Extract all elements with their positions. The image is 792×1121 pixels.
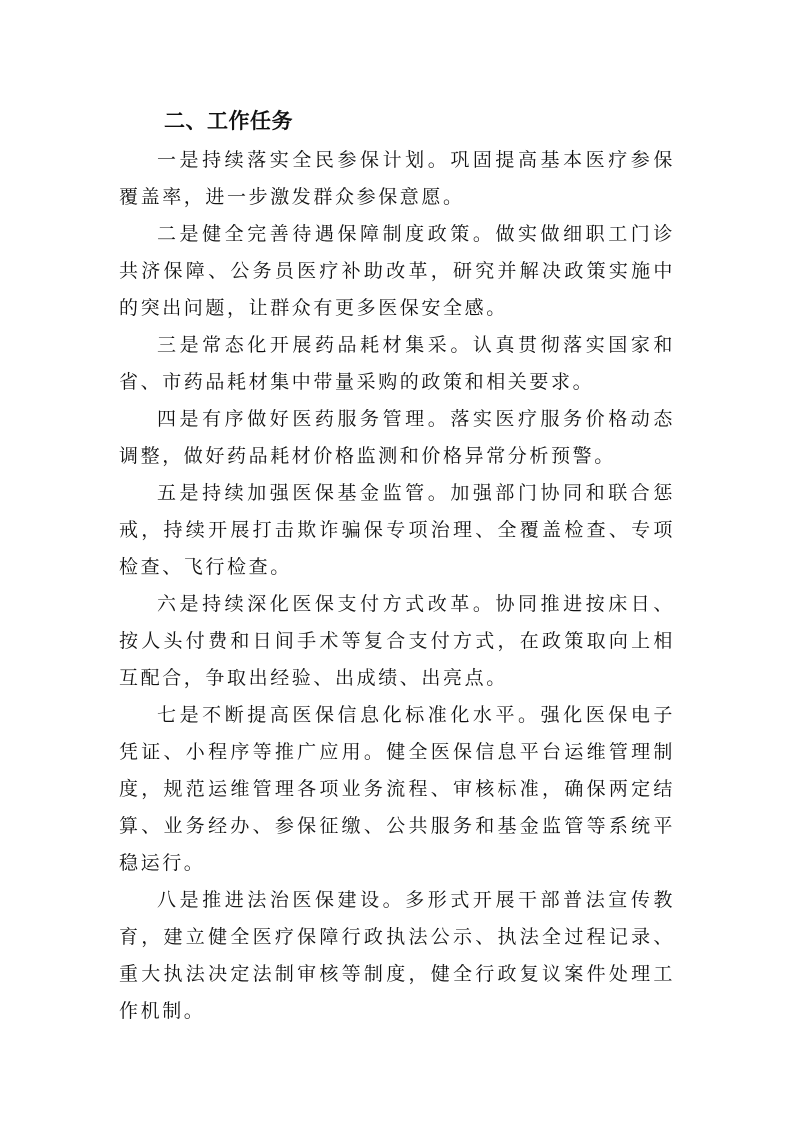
paragraph-task-5: [119, 475, 675, 586]
paragraph-body: 巩固提高基本医疗参保覆盖率，进一步激发群众参保意愿。: [119, 149, 675, 208]
paragraph-body: 落实医疗服务价格动态调整，做好药品耗材价格监测和价格异常分析预警。: [119, 408, 675, 467]
paragraph-lead: 二是健全完善待遇保障制度政策。: [157, 223, 496, 245]
paragraph-task-2: [119, 216, 675, 327]
document-body: [119, 142, 675, 1030]
paragraph-task-3: [119, 327, 675, 401]
paragraph-lead: 一是持续落实全民参保计划。: [157, 149, 451, 171]
paragraph-body: 强化医保电子凭证、小程序等推广应用。健全医保信息平台运维管理制度，规范运维管理各项业务流程、审核标准，确保两定结算、业务经办、参保征缴、公共服务和基金监管等系统平稳运行。: [119, 704, 675, 874]
paragraph-body: 做实做细职工门诊共济保障、公务员医疗补助改革，研究并解决政策实施中的突出问题，让群众有更多医保安全感。: [119, 223, 675, 319]
paragraph-body: 认真贯彻落实国家和省、市药品耗材集中带量采购的政策和相关要求。: [119, 334, 675, 393]
paragraph-task-7: [119, 697, 675, 882]
paragraph-lead: 八是推进法治医保建设。: [157, 889, 406, 911]
paragraph-body: 多形式开展干部普法宣传教育，建立健全医疗保障行政执法公示、执法全过程记录、重大执法决定法制审核等制度，健全行政复议案件处理工作机制。: [119, 889, 675, 1022]
paragraph-lead: 七是不断提高医保信息化标准化水平。: [157, 704, 541, 726]
paragraph-lead: 六是持续深化医保支付方式改革。: [157, 593, 496, 615]
paragraph-task-4: [119, 401, 675, 475]
paragraph-lead: 三是常态化开展药品耗材集采。: [157, 334, 473, 356]
paragraph-body: 协同推进按床日、按人头付费和日间手术等复合支付方式，在政策取向上相互配合，争取出经验、出成绩、出亮点。: [119, 593, 675, 689]
paragraph-task-8: [119, 882, 675, 1030]
paragraph-lead: 四是有序做好医药服务管理。: [157, 408, 451, 430]
paragraph-task-1: [119, 142, 675, 216]
paragraph-lead: 五是持续加强医保基金监管。: [157, 482, 451, 504]
paragraph-body: 加强部门协同和联合惩戒，持续开展打击欺诈骗保专项治理、全覆盖检查、专项检查、飞行检查。: [119, 482, 675, 578]
section-heading: 二、工作任务: [164, 109, 293, 133]
paragraph-task-6: [119, 586, 675, 697]
